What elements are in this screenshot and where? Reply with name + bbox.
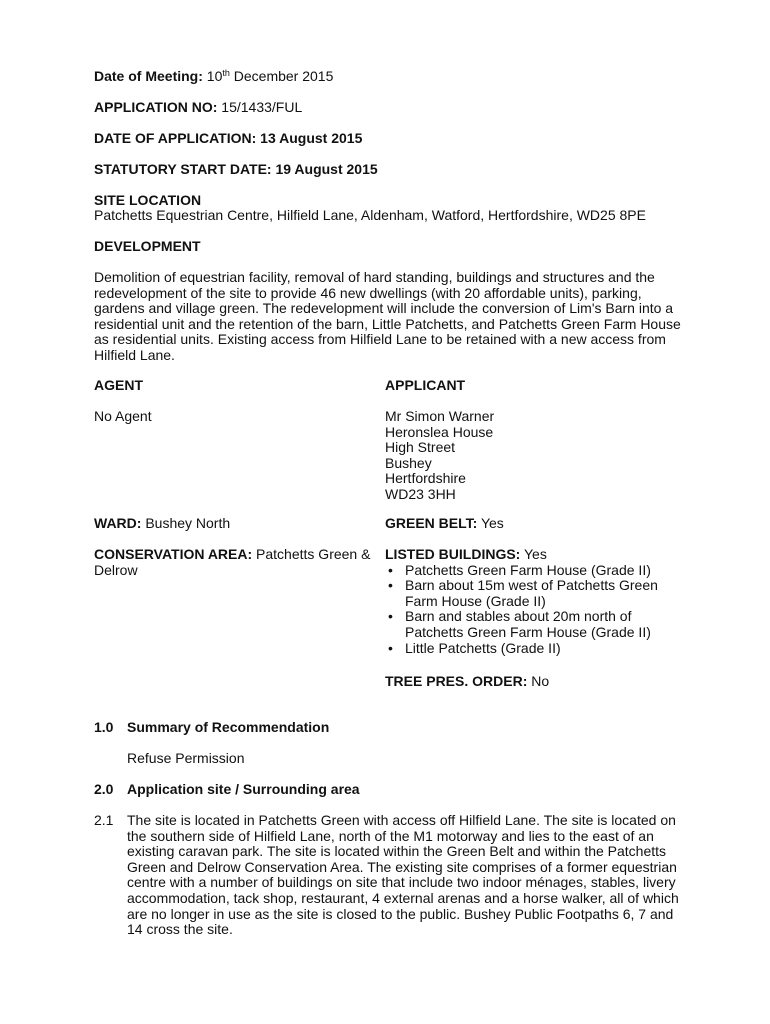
tree-preservation-order: TREE PRES. ORDER: No <box>385 673 550 689</box>
applicant-address-line: Heronslea House <box>385 423 494 440</box>
applicant-address-line: Mr Simon Warner <box>385 408 495 424</box>
section-1-number: 1.0 <box>94 719 114 735</box>
applicant-heading: APPLICANT <box>385 377 466 393</box>
applicant-address <box>385 409 695 503</box>
ward: WARD: Bushey North <box>94 515 231 531</box>
conservation-area: CONSERVATION AREA: Patchetts Green & Delrow <box>94 546 371 578</box>
agent-value: No Agent <box>94 408 152 424</box>
section-1-text: Refuse Permission <box>127 750 245 766</box>
list-item: • Barn about 15m west of Patchetts Green Farm House (Grade II) <box>385 578 685 609</box>
development-heading: DEVELOPMENT <box>94 238 201 254</box>
agent-heading: AGENT <box>94 377 143 393</box>
green-belt: GREEN BELT: Yes <box>385 515 504 531</box>
site-location-heading: SITE LOCATION <box>94 192 202 208</box>
date-of-meeting: Date of Meeting: 10th December 2015 <box>94 68 334 84</box>
list-item: • Little Patchetts (Grade II) <box>385 641 685 657</box>
site-location-text: Patchetts Equestrian Centre, Hilfield Lane, Aldenham, Watford, Hertfordshire, WD25 8PE <box>94 207 646 223</box>
list-item: • Barn and stables about 20m north of Patchetts Green Farm House (Grade II) <box>385 609 685 640</box>
application-number: APPLICATION NO: 15/1433/FUL <box>94 99 303 115</box>
section-2-number: 2.0 <box>94 781 114 797</box>
section-2-heading: Application site / Surrounding area <box>127 781 360 797</box>
applicant-address-line: High Street <box>385 439 456 456</box>
date-of-application: DATE OF APPLICATION: 13 August 2015 <box>94 130 363 146</box>
applicant-address-line: Bushey <box>385 454 432 471</box>
development-text: Demolition of equestrian facility, removal of hard standing, buildings and structures and the redevelopment of the site to provide 46 new dwellings (with 20 affordable units), parking, gardens and village green. The redevelopment will include the conversion of Lim's Barn into a residential unit and the retention of the barn, Little Patchetts, and Patchetts Green Farm House as residential units. Existing access from Hilfield Lane to be retained with a new access from Hilfield Lane. <box>94 269 681 363</box>
listed-buildings-list <box>385 563 685 657</box>
list-item: • Patchetts Green Farm House (Grade II) <box>385 563 685 579</box>
paragraph-2-1-text: The site is located in Patchetts Green with access off Hilfield Lane. The site is located on the southern side of Hilfield Lane, north of the M1 motorway and lies to the east of an existing caravan park. The site is located within the Green Belt and within the Patchetts Green and Delrow Conservation Area. The existing site comprises of a former equestrian centre with a number of buildings on site that include two indoor ménages, stables, livery accommodation, tack shop, restaurant, 4 external arenas and a horse walker, all of which are no longer in use as the site is closed to the public. Bushey Public Footpaths 6, 7 and 14 cross the site. <box>127 812 679 938</box>
paragraph-2-1-number: 2.1 <box>94 812 114 828</box>
section-1-heading: Summary of Recommendation <box>127 719 330 735</box>
listed-buildings: LISTED BUILDINGS: Yes • Patchetts Green Farm House (Grade II) • Barn about 15m west of Patchetts Green Farm House (Grade II) • Barn and stables about 20m north of Patchetts Green Farm House (Grade II) • Little Patchetts (Grade II) <box>385 547 685 656</box>
applicant-address-line: WD23 3HH <box>385 485 456 502</box>
statutory-start-date: STATUTORY START DATE: 19 August 2015 <box>94 161 378 177</box>
applicant-address-line: Hertfordshire <box>385 470 466 487</box>
